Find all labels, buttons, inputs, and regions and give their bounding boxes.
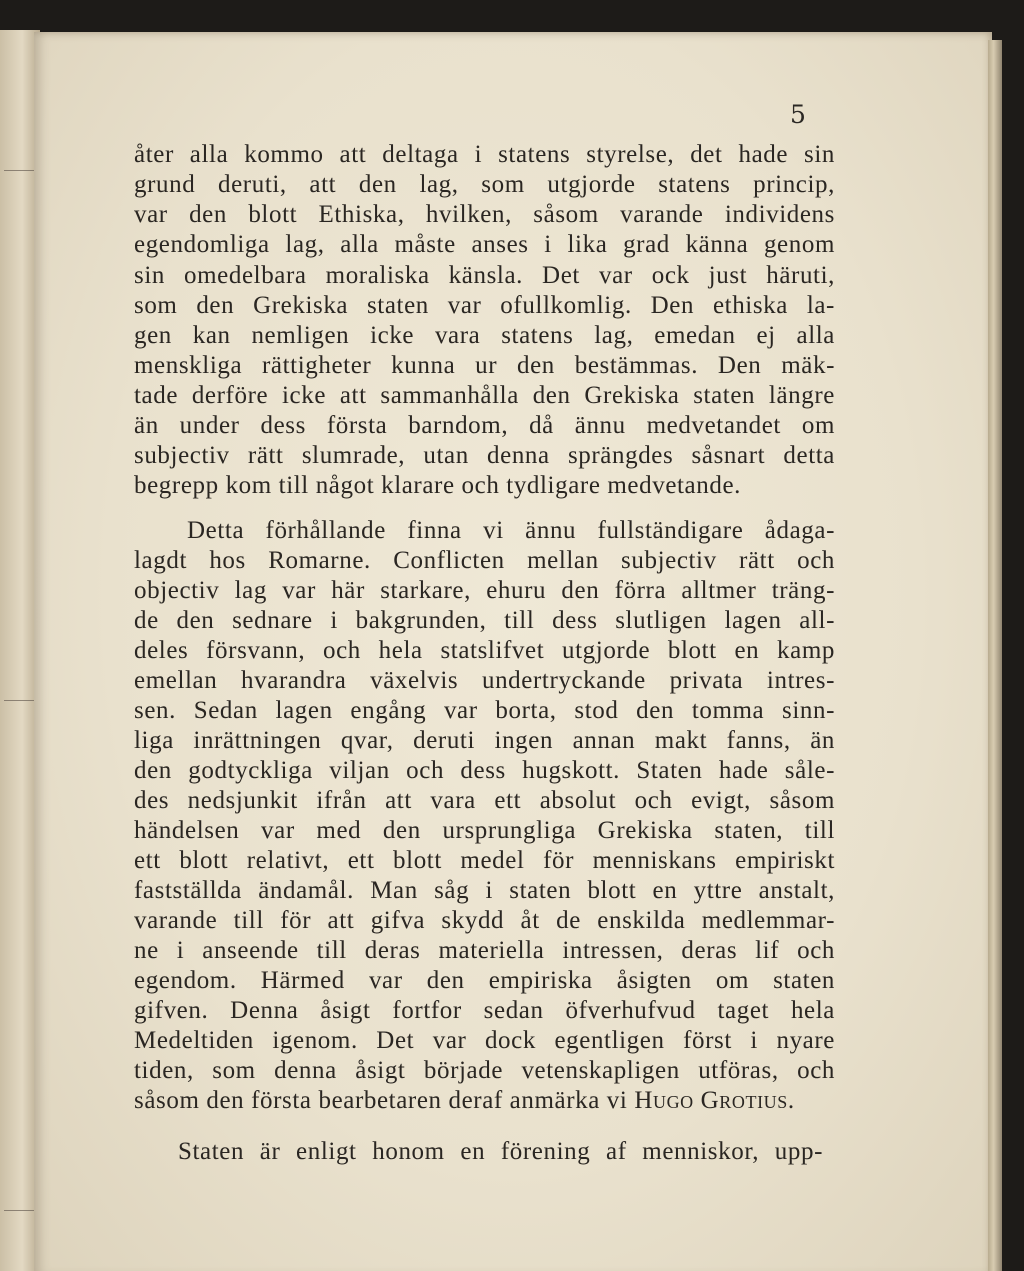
text-line: Detta förhållande finna vi ännu fullständigare ådaga- — [187, 517, 835, 544]
text-line: fastställda ändamål. Man såg i staten blott en yttre anstalt, — [134, 877, 835, 904]
page-edge-mark — [4, 1210, 34, 1211]
page-edge-mark — [4, 700, 34, 701]
right-page-edge — [988, 40, 1002, 1271]
text-line: lagdt hos Romarne. Conflicten mellan subjectiv rätt och — [134, 547, 835, 574]
text-line: var den blott Ethiska, hvilken, såsom varande individens — [134, 201, 835, 228]
text-line: emellan hvarandra växelvis undertryckande privata intres- — [134, 667, 835, 694]
text-line: tiden, som denna åsigt började vetenskapligen utföras, och — [134, 1057, 835, 1084]
text-line: deles försvann, och hela statslifvet utgjorde blott en kamp — [134, 637, 835, 664]
text-line: den godtyckliga viljan och dess hugskott. Staten hade såle- — [134, 757, 835, 784]
text-line: ne i anseende till deras materiella intressen, deras lif och — [134, 937, 835, 964]
page-number: 5 — [790, 100, 806, 129]
text-line: än under dess första barndom, då ännu medvetandet om — [134, 412, 835, 439]
text-line: som den Grekiska staten var ofullkomlig. Den ethiska la- — [134, 292, 835, 319]
text-line: händelsen var med den ursprungliga Grekiska staten, till — [134, 817, 835, 844]
text-line: egendomliga lag, alla måste anses i lika grad känna genom — [134, 231, 835, 258]
text-line: menskliga rättigheter kunna ur den bestämmas. Den mäk- — [134, 352, 835, 379]
text-line: åter alla kommo att deltaga i statens styrelse, det hade sin — [134, 141, 835, 168]
text-line: liga inrättningen qvar, deruti ingen annan makt fanns, än — [134, 727, 835, 754]
text-line: objectiv lag var här starkare, ehuru den förra alltmer träng- — [134, 577, 835, 604]
text-line — [134, 1087, 795, 1114]
text-line: gen kan nemligen icke vara statens lag, emedan ej alla — [134, 322, 835, 349]
text-line: de den sednare i bakgrunden, till dess slutligen lagen all- — [134, 607, 835, 634]
text-line: varande till för att gifva skydd åt de enskilda medlemmar- — [134, 907, 835, 934]
text-line: gifven. Denna åsigt fortfor sedan öfverhufvud taget hela — [134, 997, 835, 1024]
text-line: tade derföre icke att sammanhålla den Grekiska staten längre — [134, 382, 835, 409]
page-edge-mark — [4, 170, 34, 171]
text-line-lead: såsom den första bearbetaren deraf anmärka vi — [134, 1087, 628, 1114]
text-line: ett blott relativt, ett blott medel för menniskans empiriskt — [134, 847, 835, 874]
text-line: egendom. Härmed var den empiriska åsigten om staten — [134, 967, 835, 994]
author-name: Hugo Grotius. — [634, 1087, 795, 1114]
text-line: begrepp kom till något klarare och tydligare medvetande. — [134, 472, 742, 499]
text-line: Staten är enligt honom en förening af menniskor, upp- — [178, 1138, 823, 1165]
text-line: Medeltiden igenom. Det var dock egentligen först i nyare — [134, 1027, 835, 1054]
text-line: sin omedelbara moraliska känsla. Det var ock just häruti, — [134, 262, 835, 289]
text-line: sen. Sedan lagen engång var borta, stod den tomma sinn- — [134, 697, 835, 724]
text-line: grund deruti, att den lag, som utgjorde statens princip, — [134, 171, 835, 198]
text-line: subjectiv rätt slumrade, utan denna sprängdes såsnart detta — [134, 442, 835, 469]
text-line: des nedsjunkit ifrån att vara ett absolut och evigt, såsom — [134, 787, 835, 814]
